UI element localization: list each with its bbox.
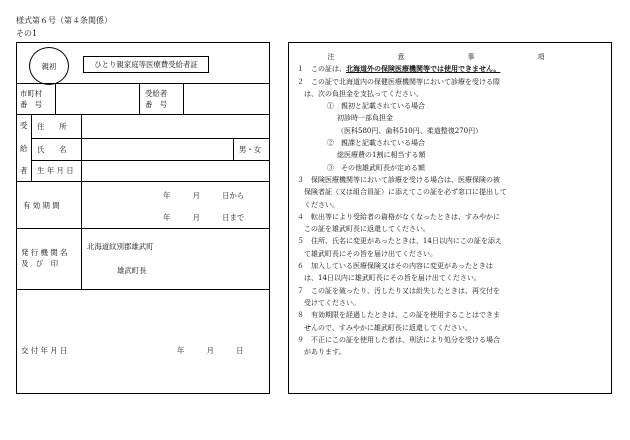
note-line: ４ 転出等により受給者の資格がなくなったときは、すみやかに — [297, 212, 500, 221]
note-subitem: 初診時一部負担金 — [337, 114, 393, 123]
note-subitem: ① 親初と記載されている場合 — [327, 102, 425, 111]
validity-to: 年 月 日まで — [163, 213, 245, 222]
note-line: 受けてください。 — [297, 298, 360, 307]
divider — [81, 114, 82, 289]
municipality-number-label: 市町村 — [20, 89, 43, 98]
note-line: ８ 有効期限を経過したときは、この証を使用することはできま — [297, 311, 500, 320]
birthdate-label: 生 年 月 日 — [37, 166, 74, 175]
note-line: ５ 住所、氏名に変更があったときは、14日以内にこの証を添え — [297, 237, 502, 246]
issuer-name: 北海道紋別郡雄武町 — [87, 242, 154, 251]
note-subitem: ② 親課と記載されている場合 — [327, 139, 425, 148]
recipient-number-label: 受給者 — [145, 89, 168, 98]
note-line: ７ この証を破ったり、汚したり又は紛失したときは、再交付を — [297, 286, 500, 295]
note-line: この証を雄武町長に返還してください。 — [297, 225, 430, 234]
note-line: ６ 加入している医療保険又はその内容に変更があったときは — [297, 262, 493, 271]
issue-date-value: 年 月 日 — [177, 346, 244, 355]
recipient-side-label: 受 — [20, 121, 28, 130]
note-line: ください。 — [297, 200, 339, 209]
note-line: １ この証は、北海道外の保険医療機関等では使用できません。 — [297, 64, 501, 74]
divider — [31, 114, 32, 181]
divider — [17, 114, 269, 115]
note-line: ３ 保険医療機関等において診療を受ける場合は、医療保険の被 — [297, 175, 500, 184]
issuer-label: 及 び 印 — [21, 259, 58, 268]
note-subitem: ③ その他雄武町長が定める額 — [327, 163, 425, 172]
notes-title: 注 意 事 項 — [327, 53, 573, 61]
note-line: は、14日以内に雄武町長にその旨を届け出てください。 — [297, 274, 481, 283]
divider — [139, 83, 140, 114]
note-line: があります。 — [297, 348, 346, 357]
address-label: 住 所 — [37, 122, 67, 131]
note-line: は、次の負担金を支払ってください。 — [297, 89, 423, 98]
certificate-title: ひとり親家庭等医療費受給者証 — [83, 56, 209, 73]
form-subnumber: その1 — [16, 29, 38, 38]
note-line: ２ この証で北海道内の保健医療機関等において診療を受ける際 — [297, 77, 500, 86]
divider — [55, 83, 56, 114]
recipient-side-label: 者 — [20, 166, 28, 175]
divider — [233, 138, 234, 160]
municipality-number-label: 番 号 — [20, 100, 43, 109]
note-subitem: 総医療費の1割に相当する額 — [337, 151, 426, 160]
note-line: せんので、すみやかに雄武町長に返還してください。 — [297, 323, 472, 332]
form-number: 様式第６号（第４条関係） — [16, 16, 112, 25]
certificate-card — [16, 42, 270, 394]
issuer-label: 発 行 機 関 名 — [21, 248, 68, 257]
note-line: 保険者証（又は組合員証）に添えてこの証を必ず窓口に提出して — [297, 188, 507, 197]
validity-label: 有 効 期 間 — [23, 201, 60, 210]
recipient-number-label: 番 号 — [145, 100, 168, 109]
stamp-circle: 親初 — [29, 47, 69, 85]
divider — [31, 160, 269, 161]
recipient-side-label: 給 — [20, 144, 28, 153]
notes-panel — [288, 42, 612, 394]
divider — [17, 289, 269, 290]
divider — [17, 228, 269, 229]
note-line: て雄武町長にその旨を届け出てください。 — [297, 249, 437, 258]
gender-field: 男・女 — [239, 145, 262, 154]
name-label: 氏 名 — [37, 145, 67, 154]
validity-from: 年 月 日から — [163, 191, 245, 200]
note-subitem: （医科580円、歯科510円、柔道整復270円） — [337, 126, 483, 135]
issuer-mayor: 雄武町長 — [117, 266, 147, 275]
divider — [183, 83, 184, 114]
issue-date-label: 交 付 年 月 日 — [21, 346, 68, 355]
note-line: ９ 不正にこの証を使用した者は、刑法により処分を受ける場合 — [297, 335, 500, 344]
divider — [17, 181, 269, 182]
